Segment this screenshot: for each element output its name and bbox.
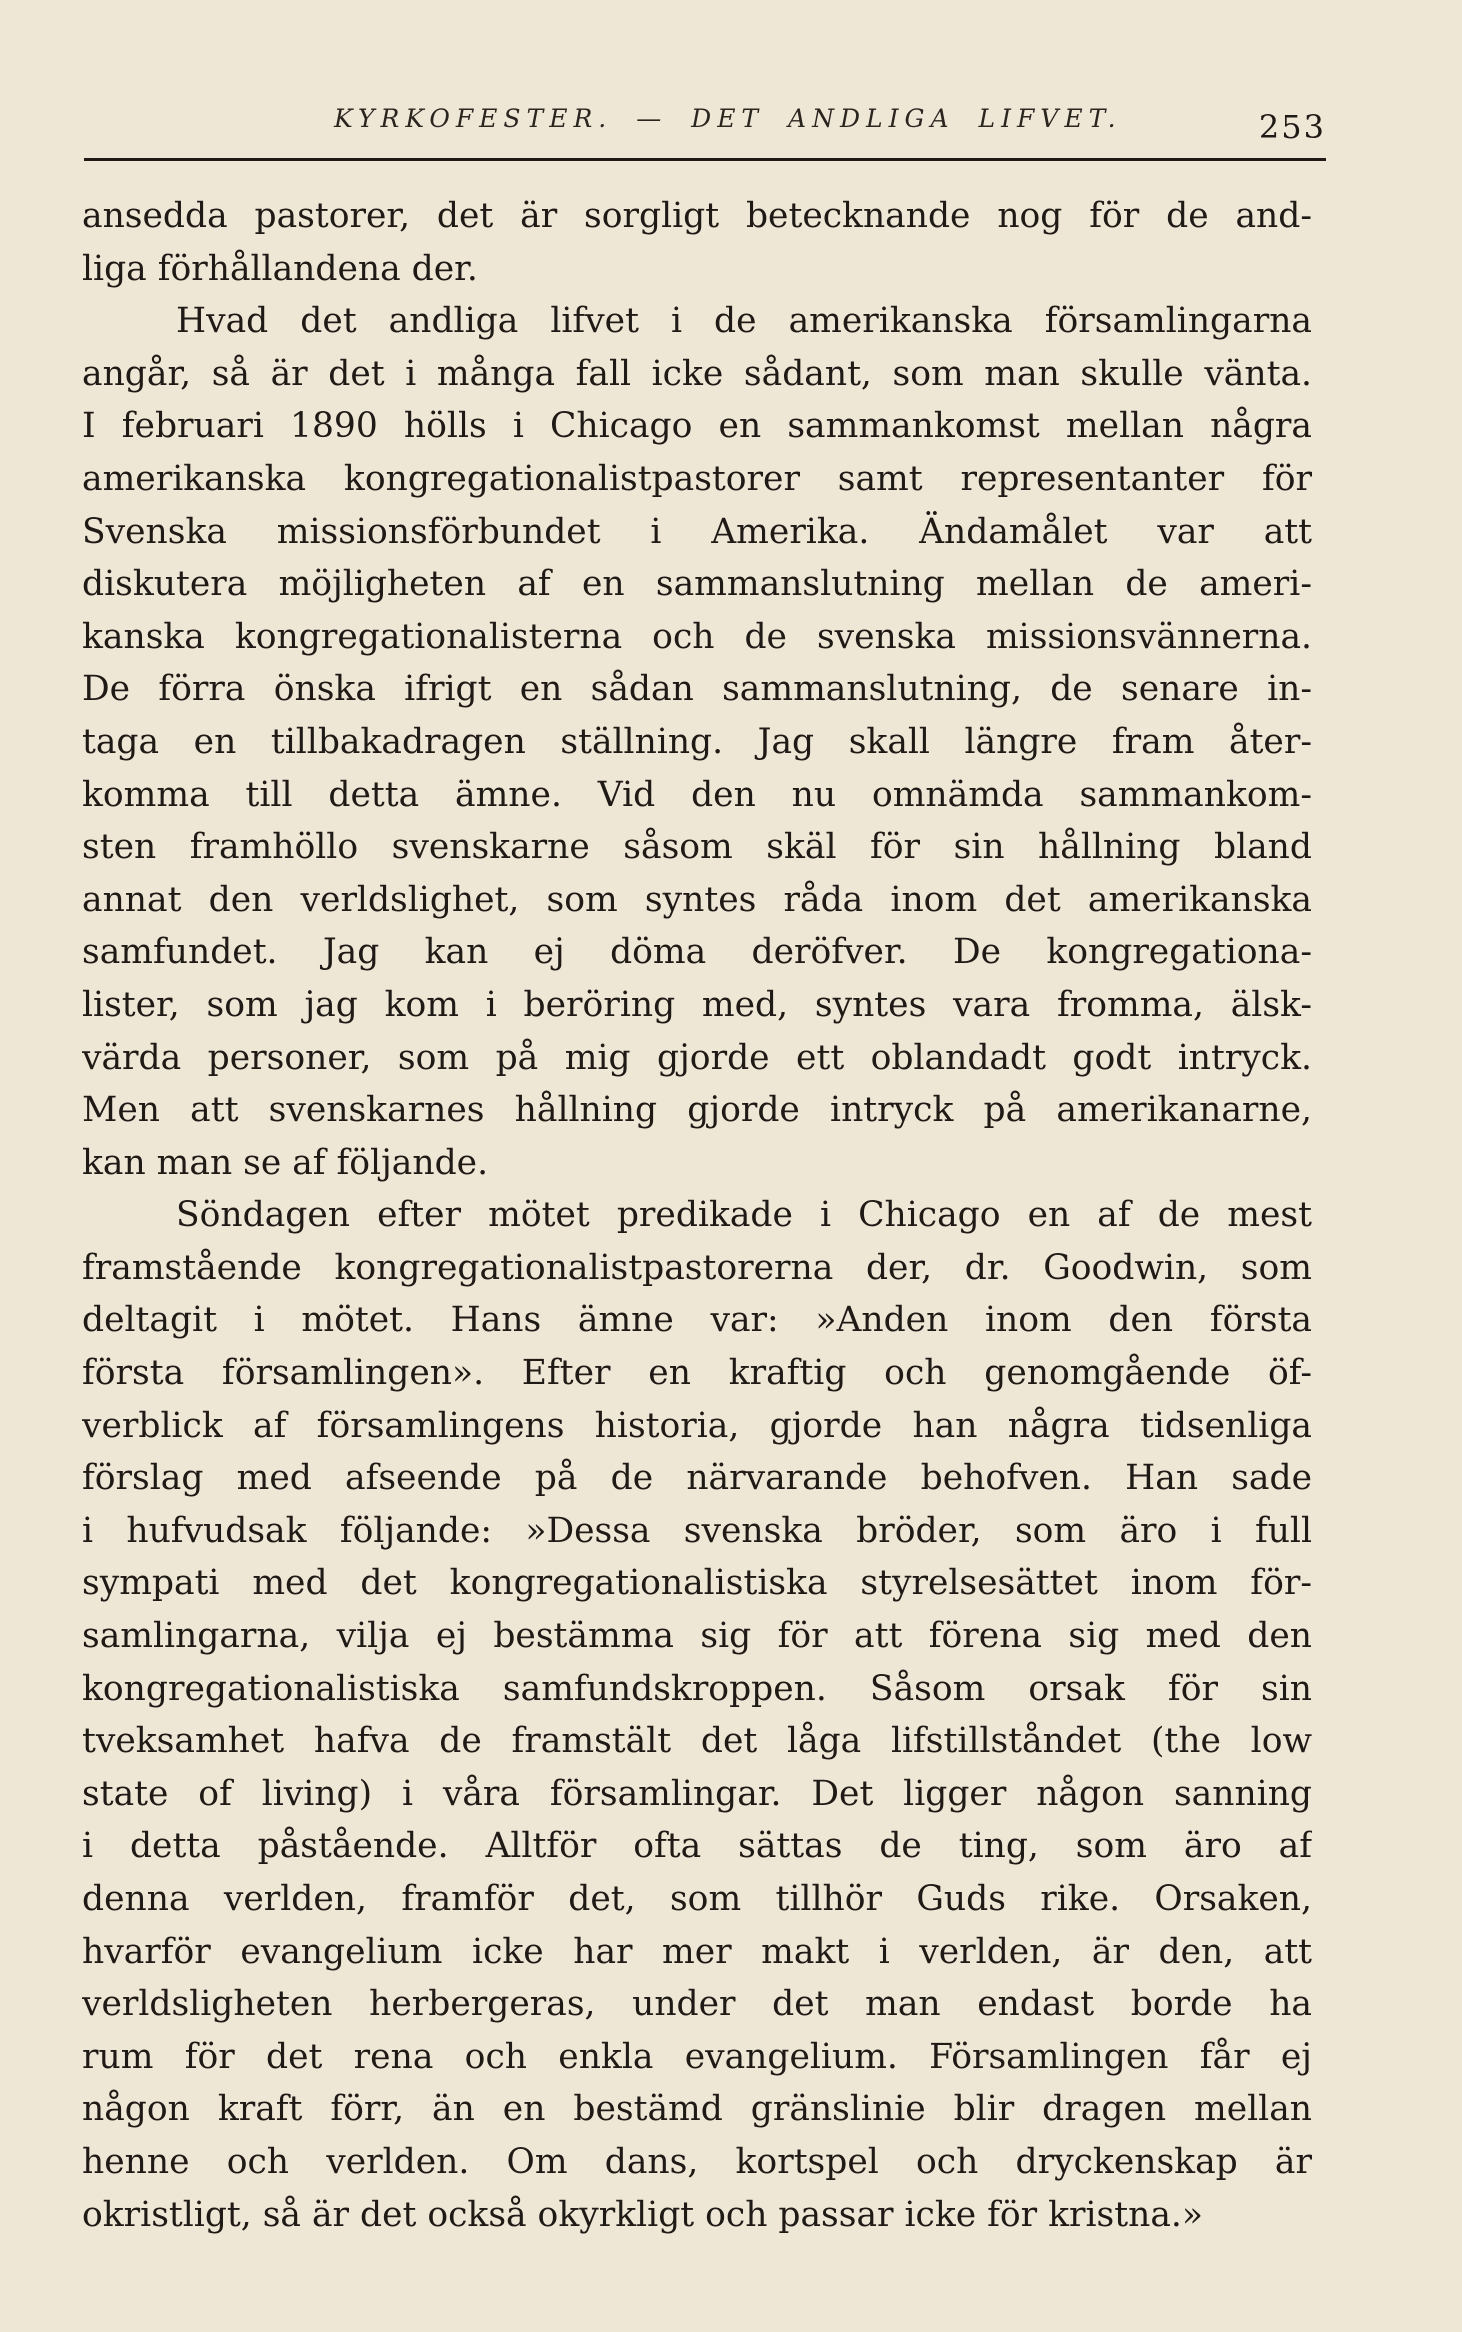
text-line: komma till detta ämne. Vid den nu omnämda sammankom- <box>82 774 1312 815</box>
text-line: amerikanska kongregationalistpastorer samt representanter för <box>82 458 1312 499</box>
text-line: Svenska missionsförbundet i Amerika. Ändamålet var att <box>82 511 1312 552</box>
text-line: förslag med afseende på de närvarande behofven. Han sade <box>82 1458 1312 1499</box>
text-line: angår, så är det i många fall icke sådant, som man skulle vänta. <box>82 353 1312 394</box>
text-line: annat den verldslighet, som syntes råda inom det amerikanska <box>82 879 1312 920</box>
text-line: henne och verlden. Om dans, kortspel och dryckenskap är <box>82 2141 1312 2182</box>
header-rule <box>84 158 1326 161</box>
text-line: framstående kongregationalistpastorerna der, dr. Goodwin, som <box>82 1247 1312 1288</box>
running-head <box>84 98 1334 150</box>
text-line: tveksamhet hafva de framstält det låga lifstillståndet (the low <box>82 1721 1312 1762</box>
text-line: state of living) i våra församlingar. Det ligger någon sanning <box>82 1773 1312 1814</box>
body-text <box>82 190 1312 2241</box>
text-line: första församlingen». Efter en kraftig och genomgående öf- <box>82 1353 1312 1394</box>
text-line: okristligt, så är det också okyrkligt och passar icke för kristna.» <box>82 2194 1203 2235</box>
text-line: i detta påstående. Alltför ofta sättas de ting, som äro af <box>82 1826 1312 1867</box>
text-line: liga förhållandena der. <box>82 248 478 289</box>
text-line: rum för det rena och enkla evangelium. Församlingen får ej <box>82 2036 1312 2077</box>
text-line: denna verlden, framför det, som tillhör Guds rike. Orsaken, <box>82 1879 1312 1919</box>
text-line: deltagit i mötet. Hans ämne var: »Anden inom den första <box>82 1300 1312 1341</box>
text-line: samlingarna, vilja ej bestämma sig för att förena sig med den <box>82 1616 1312 1657</box>
text-line: sten framhöllo svenskarne såsom skäl för sin hållning bland <box>82 827 1312 868</box>
text-line: De förra önska ifrigt en sådan sammanslutning, de senare in- <box>82 669 1312 710</box>
running-title: KYRKOFESTER. — DET ANDLIGA LIFVET. <box>334 104 1122 133</box>
text-line: ansedda pastorer, det är sorgligt betecknande nog för de and- <box>82 196 1312 236</box>
text-line: Hvad det andliga lifvet i de amerikanska församlingarna <box>176 301 1312 342</box>
text-line: hvarför evangelium icke har mer makt i verlden, är den, att <box>82 1931 1312 1972</box>
text-line: diskutera möjligheten af en sammanslutning mellan de ameri- <box>82 564 1312 605</box>
text-line: lister, som jag kom i beröring med, syntes vara fromma, älsk- <box>82 984 1312 1025</box>
text-line: Söndagen efter mötet predikade i Chicago en af de mest <box>176 1195 1312 1236</box>
text-line: taga en tillbakadragen ställning. Jag skall längre fram åter- <box>82 721 1312 762</box>
text-line: sympati med det kongregationalistiska styrelsesättet inom för- <box>82 1563 1312 1604</box>
page-number: 253 <box>1258 108 1326 146</box>
text-line: verblick af församlingens historia, gjorde han några tidsenliga <box>82 1405 1312 1446</box>
text-line: verldsligheten herbergeras, under det man endast borde ha <box>82 1984 1312 2025</box>
text-line: samfundet. Jag kan ej döma deröfver. De kongregationa- <box>82 932 1312 973</box>
text-line: kanska kongregationalisterna och de svenska missionsvännerna. <box>82 616 1312 657</box>
text-line: någon kraft förr, än en bestämd gränslinie blir dragen mellan <box>82 2089 1312 2130</box>
text-line: värda personer, som på mig gjorde ett oblandadt godt intryck. <box>82 1037 1312 1078</box>
text-line: kongregationalistiska samfundskroppen. Såsom orsak för sin <box>82 1668 1312 1709</box>
text-line: Men att svenskarnes hållning gjorde intryck på amerikanarne, <box>82 1090 1312 1131</box>
text-line: kan man se af följande. <box>82 1142 489 1183</box>
text-line: i hufvudsak följande: »Dessa svenska bröder, som äro i full <box>82 1510 1312 1551</box>
text-line: I februari 1890 hölls i Chicago en sammankomst mellan några <box>82 406 1312 447</box>
